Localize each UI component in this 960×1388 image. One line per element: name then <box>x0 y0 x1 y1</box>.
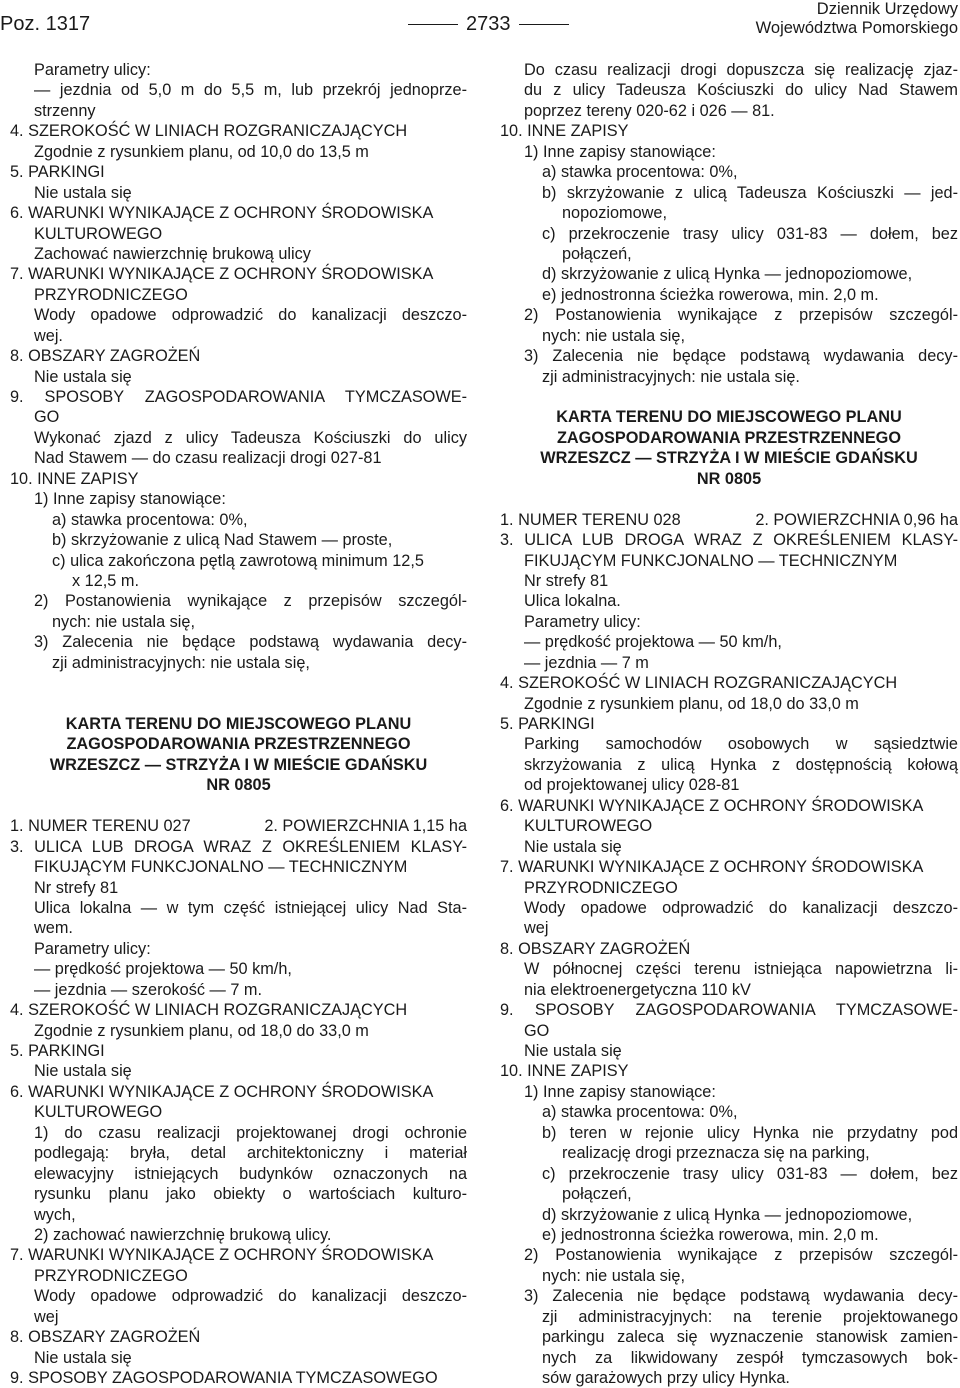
card-title-line: WRZESZCZ — STRZYŻA I W MIEŚCIE GDAŃSKU <box>49 755 428 774</box>
text-line: Nr strefy 81 <box>524 571 609 590</box>
text-line: 8. OBSZARY ZAGROŻEŃ <box>10 1328 201 1347</box>
text-line: podlegają: bryła, detal architektoniczny i materiał <box>34 1144 467 1163</box>
card-title-line: WRZESZCZ — STRZYŻA I W MIEŚCIE GDAŃSKU <box>540 449 918 468</box>
text-line: c) przekroczenie trasy ulicy 031-83 — dołem, bez <box>542 1164 958 1183</box>
blank-line <box>10 796 467 816</box>
text-line: GO <box>524 1021 550 1040</box>
text-line: parkingu zaleca się wyznaczenie stanowisk zamien- <box>542 1328 958 1347</box>
text-line: 5. PARKINGI <box>10 1042 105 1060</box>
text-line: 4. SZEROKOŚĆ W LINIACH ROZGRANICZAJĄCYCH <box>500 674 898 693</box>
text-line: d) skrzyżowanie z ulicą Hynka — jednopoziomowe, <box>542 1205 913 1224</box>
text-line: — prędkość projektowa — 50 km/h, <box>34 960 292 979</box>
text-line: W północnej części terenu istniejąca napowietrzna li- <box>524 960 958 979</box>
text-line: Parametry ulicy: <box>34 939 151 958</box>
text-line: KULTUROWEGO <box>34 224 163 243</box>
card-title-line: KARTA TERENU DO MIEJSCOWEGO PLANU <box>65 715 412 733</box>
text-line: x 12,5 m. <box>72 571 139 590</box>
text-line: Ulica lokalna. <box>524 592 621 611</box>
text-line: 6. WARUNKI WYNIKAJĄCE Z OCHRONY ŚRODOWISKA <box>10 1082 434 1101</box>
text-line: realizację drogi przeznacza się na parking, <box>562 1144 870 1163</box>
right-column <box>500 60 958 1388</box>
text-line: a) stawka procentowa: 0%, <box>542 163 738 182</box>
text-line: nopoziomowe, <box>562 204 667 223</box>
terrain-number-row <box>10 816 467 836</box>
card-title-line: ZAGOSPODAROWANIA PRZESTRZENNEGO <box>66 735 411 754</box>
blank-line <box>10 694 467 714</box>
text-line: 6. WARUNKI WYNIKAJĄCE Z OCHRONY ŚRODOWISKA <box>500 796 924 815</box>
text-line: 9. SPOSOBY ZAGOSPODAROWANIA TYMCZASOWEGO <box>10 1369 438 1387</box>
text-line: 4. SZEROKOŚĆ W LINIACH ROZGRANICZAJĄCYCH <box>10 122 408 141</box>
text-line: nych: nie ustala się, <box>52 612 195 631</box>
text-line: 7. WARUNKI WYNIKAJĄCE Z OCHRONY ŚRODOWISKA <box>10 265 434 284</box>
text-line: — jezdnia — szerokość — 7 m. <box>34 980 263 999</box>
text-line: b) skrzyżowanie z ulicą Tadeusza Kościuszki — jed- <box>542 183 958 202</box>
text-line: a) stawka procentowa: 0%, <box>542 1103 738 1122</box>
text-line: 1) Inne zapisy stanowiące: <box>34 490 226 509</box>
terrain-number-row <box>500 510 958 530</box>
text-line: nia elektroenergetyczna 110 kV <box>524 980 751 999</box>
text-line: PRZYRODNICZEGO <box>524 878 678 897</box>
text-line: du z ulicy Tadeusza Kościuszki do ulicy Nad Stawem <box>524 81 958 100</box>
text-line: 5. PARKINGI <box>500 715 595 733</box>
text-line: c) przekroczenie trasy ulicy 031-83 — dołem, bez <box>542 224 958 243</box>
card-title-line: KARTA TERENU DO MIEJSCOWEGO PLANU <box>556 408 902 427</box>
text-line: zji administracyjnych: na terenie projektowanego <box>542 1307 958 1326</box>
blank-line <box>500 489 958 509</box>
text-line: 10. INNE ZAPISY <box>500 122 629 141</box>
text-line: 2) Postanowienia wynikające z przepisów szczegól- <box>524 1246 958 1265</box>
text-line: 7. WARUNKI WYNIKAJĄCE Z OCHRONY ŚRODOWISKA <box>500 858 924 877</box>
text-line: wej <box>524 919 549 938</box>
text-line: Zgodnie z rysunkiem planu, od 18,0 do 33,0 m <box>34 1021 369 1040</box>
text-line: Nie ustala się <box>524 837 622 856</box>
text-line: nych za likwidowany zespół tymczasowych bok- <box>542 1348 958 1367</box>
text-line: — jezdnia — 7 m <box>524 653 649 672</box>
text-line: 10. INNE ZAPISY <box>10 469 139 488</box>
text-line: Zgodnie z rysunkiem planu, od 18,0 do 33,0 m <box>524 694 859 713</box>
text-line: połączeń, <box>562 1185 632 1204</box>
page-number: 2733 <box>400 13 577 35</box>
blank-line <box>10 673 467 693</box>
text-line: wej <box>34 1307 59 1326</box>
position-number: Poz. 1317 <box>0 13 91 35</box>
text-line: 5. PARKINGI <box>10 163 105 182</box>
text-line: połączeń, <box>562 244 632 263</box>
card-title-line: ZAGOSPODAROWANIA PRZESTRZENNEGO <box>556 428 902 447</box>
left-column <box>10 60 467 1388</box>
text-line: wej. <box>34 326 63 345</box>
text-line: Nad Stawem — do czasu realizacji drogi 027-81 <box>34 449 382 468</box>
text-line: 1) do czasu realizacji projektowanej drogi ochronie <box>34 1123 467 1142</box>
text-line: 8. OBSZARY ZAGROŻEŃ <box>10 347 201 366</box>
text-line: Zgodnie z rysunkiem planu, od 10,0 do 13,5 m <box>34 142 369 161</box>
text-line: PRZYRODNICZEGO <box>34 285 188 304</box>
text-line: 3. ULICA LUB DROGA WRAZ Z OKREŚLENIEM KLASY- <box>500 531 958 550</box>
text-line: 8. OBSZARY ZAGROŻEŃ <box>500 939 691 958</box>
text-line: 3. ULICA LUB DROGA WRAZ Z OKREŚLENIEM KLASY- <box>10 837 467 856</box>
text-line: Nie ustala się <box>34 367 132 386</box>
text-line: c) ulica zakończona pętlą zawrotową minimum 12,5 <box>52 551 424 570</box>
text-line: rysunku planu jako obiekty o wartościach kulturo- <box>34 1185 467 1204</box>
blank-line <box>500 387 958 407</box>
text-line: elewacyjny istniejących budynków oznaczonych na <box>34 1164 467 1183</box>
text-line: — jezdnia od 5,0 m do 5,5 m, lub przekrój jednoprze- <box>34 81 467 100</box>
text-line: e) jednostronna ścieżka rowerowa, min. 2,0 m. <box>542 1225 879 1244</box>
journal-title-line-2: Województwa Pomorskiego <box>755 19 958 37</box>
text-line: 2) Postanowienia wynikające z przepisów szczegól- <box>524 306 958 325</box>
text-line: Nie ustala się <box>524 1042 622 1060</box>
text-line: Wody opadowe odprowadzić do kanalizacji deszczo- <box>34 306 467 325</box>
text-line: 10. INNE ZAPISY <box>500 1062 629 1081</box>
text-line: 2) Postanowienia wynikające z przepisów szczegól- <box>34 592 467 611</box>
text-line: FIKUJĄCYM FUNKCJONALNO — TECHNICZNYM <box>34 858 408 877</box>
text-line: Parking samochodów osobowych w sąsiedztwie <box>524 735 958 754</box>
text-line: KULTUROWEGO <box>34 1103 163 1122</box>
text-line: Parametry ulicy: <box>524 612 641 631</box>
text-line: skrzyżowania z ulicą Hynka z dostępnością kołową <box>524 755 958 774</box>
text-line: Ulica lokalna — w tym część istniejącej ulicy Nad Sta- <box>34 898 467 917</box>
text-line: d) skrzyżowanie z ulicą Hynka — jednopoziomowe, <box>542 265 913 284</box>
terrain-number: 1. NUMER TERENU 027 <box>10 817 191 836</box>
card-title-line: NR 0805 <box>696 469 762 488</box>
text-line: Nie ustala się <box>34 1062 132 1081</box>
text-line: Nr strefy 81 <box>34 878 119 897</box>
text-line: wem. <box>34 919 73 938</box>
terrain-area: 2. POWIERZCHNIA 1,15 ha <box>264 817 467 836</box>
text-line: 6. WARUNKI WYNIKAJĄCE Z OCHRONY ŚRODOWISKA <box>10 204 434 223</box>
text-line: zji administracyjnych: nie ustala się, <box>52 653 310 672</box>
text-line: b) skrzyżowanie z ulicą Nad Stawem — proste, <box>52 531 393 550</box>
text-line: KULTUROWEGO <box>524 817 653 836</box>
text-line: 9. SPOSOBY ZAGOSPODAROWANIA TYMCZASOWE- <box>10 388 467 406</box>
text-line: 3) Zalecenia nie będące podstawą wydawania decy- <box>524 1287 958 1306</box>
text-line: Wykonać zjazd z ulicy Tadeusza Kościuszki do ulicy <box>34 428 467 447</box>
text-line: sów garażowych przy ulicy Hynka. <box>542 1369 790 1387</box>
text-line: — prędkość projektowa — 50 km/h, <box>524 633 782 652</box>
text-line: 1) Inne zapisy stanowiące: <box>524 142 716 161</box>
text-line: 9. SPOSOBY ZAGOSPODAROWANIA TYMCZASOWE- <box>500 1001 958 1020</box>
text-line: 1) Inne zapisy stanowiące: <box>524 1082 716 1101</box>
text-line: a) stawka procentowa: 0%, <box>52 510 248 529</box>
text-line: wych, <box>34 1205 76 1224</box>
text-line: PRZYRODNICZEGO <box>34 1266 188 1285</box>
text-line: 2) zachować nawierzchnię brukową ulicy. <box>34 1225 332 1244</box>
text-line: 7. WARUNKI WYNIKAJĄCE Z OCHRONY ŚRODOWISKA <box>10 1246 434 1265</box>
page-header <box>0 0 960 44</box>
text-line: Wody opadowe odprowadzić do kanalizacji deszczo- <box>524 898 958 917</box>
card-title-line: NR 0805 <box>206 776 271 795</box>
text-line: Zachować nawierzchnię brukową ulicy <box>34 244 311 263</box>
text-line: 4. SZEROKOŚĆ W LINIACH ROZGRANICZAJĄCYCH <box>10 1001 408 1020</box>
terrain-number: 1. NUMER TERENU 028 <box>500 510 681 529</box>
text-line: strzenny <box>34 101 96 120</box>
text-line: e) jednostronna ścieżka rowerowa, min. 2,0 m. <box>542 285 879 304</box>
terrain-area: 2. POWIERZCHNIA 0,96 ha <box>755 510 958 529</box>
text-line: Nie ustala się <box>34 1348 132 1367</box>
text-line: zji administracyjnych: nie ustala się. <box>542 367 800 386</box>
text-line: 3) Zalecenia nie będące podstawą wydawania decy- <box>524 347 958 366</box>
text-line: b) teren w rejonie ulicy Hynka nie przydatny pod <box>542 1123 958 1142</box>
text-line: Nie ustala się <box>34 183 132 202</box>
text-line: poprzez tereny 020-62 i 026 — 81. <box>524 101 775 120</box>
text-line: FIKUJĄCYM FUNKCJONALNO — TECHNICZNYM <box>524 551 898 570</box>
journal-title-line-1: Dziennik Urzędowy <box>816 0 958 18</box>
text-line: Do czasu realizacji drogi dopuszcza się realizację zjaz- <box>524 61 958 79</box>
text-line: od projektowanej ulicy 028-81 <box>524 776 740 795</box>
text-line: Wody opadowe odprowadzić do kanalizacji deszczo- <box>34 1287 467 1306</box>
text-line: nych: nie ustala się, <box>542 326 685 345</box>
text-line: GO <box>34 408 60 427</box>
text-line: nych: nie ustala się, <box>542 1266 685 1285</box>
text-line: Parametry ulicy: <box>34 61 151 79</box>
text-line: 3) Zalecenia nie będące podstawą wydawania decy- <box>34 633 467 652</box>
